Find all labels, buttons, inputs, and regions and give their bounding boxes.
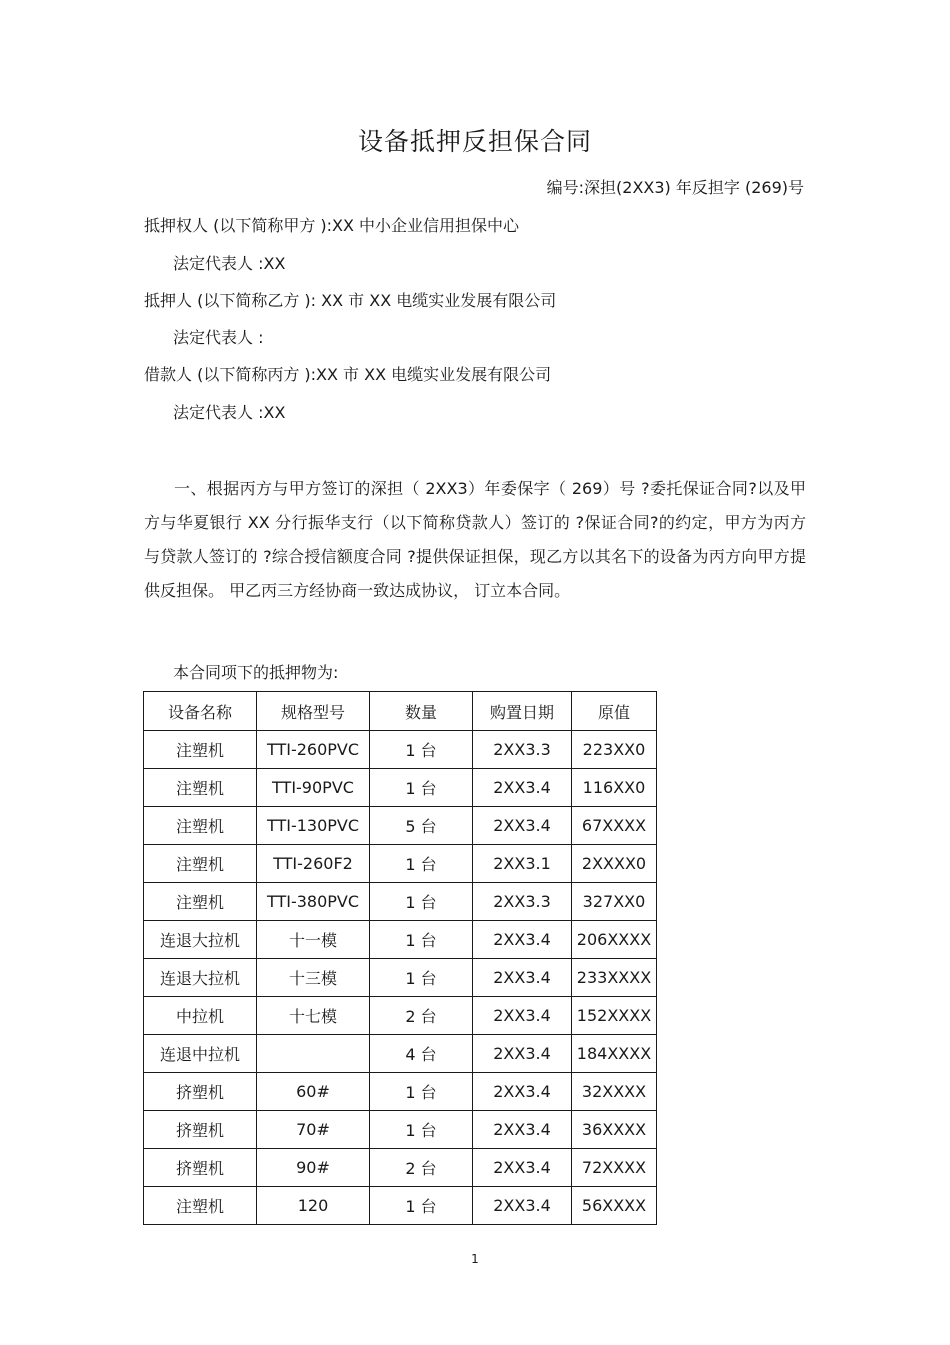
purchase-date-cell: 2XX3.4 — [473, 1111, 572, 1149]
equipment-name-cell: 连退中拉机 — [144, 1035, 257, 1073]
header-quantity: 数量 — [370, 692, 473, 731]
header-model: 规格型号 — [257, 692, 370, 731]
equipment-name-cell: 挤塑机 — [144, 1073, 257, 1111]
mortgagee-line: 抵押权人 (以下简称甲方 ):XX 中小企业信用担保中心 — [144, 216, 520, 235]
equipment-name-cell: 挤塑机 — [144, 1149, 257, 1187]
equipment-name-cell: 中拉机 — [144, 997, 257, 1035]
original-value-cell: 36XXXX — [572, 1111, 657, 1149]
quantity-cell: 1 台 — [370, 1073, 473, 1111]
model-cell: 十一模 — [257, 921, 370, 959]
equipment-name-cell: 注塑机 — [144, 731, 257, 769]
equipment-name-cell: 注塑机 — [144, 883, 257, 921]
table-row — [144, 883, 657, 921]
model-cell: TTI-130PVC — [257, 807, 370, 845]
mortgagor-representative: 法定代表人 : — [173, 328, 264, 347]
model-cell: TTI-90PVC — [257, 769, 370, 807]
table-row — [144, 731, 657, 769]
original-value-cell: 152XXXX — [572, 997, 657, 1035]
original-value-cell: 184XXXX — [572, 1035, 657, 1073]
table-row — [144, 845, 657, 883]
mortgagee-representative: 法定代表人 :XX — [173, 254, 286, 273]
table-row — [144, 769, 657, 807]
quantity-cell: 4 台 — [370, 1035, 473, 1073]
purchase-date-cell: 2XX3.1 — [473, 845, 572, 883]
original-value-cell: 32XXXX — [572, 1073, 657, 1111]
original-value-cell: 223XX0 — [572, 731, 657, 769]
document-title: 设备抵押反担保合同 — [357, 127, 592, 156]
model-cell: 70# — [257, 1111, 370, 1149]
original-value-cell: 327XX0 — [572, 883, 657, 921]
purchase-date-cell: 2XX3.4 — [473, 807, 572, 845]
quantity-cell: 1 台 — [370, 959, 473, 997]
quantity-cell: 1 台 — [370, 769, 473, 807]
model-cell: TTI-260F2 — [257, 845, 370, 883]
contract-number: 编号:深担(2XX3) 年反担字 (269)号 — [546, 178, 804, 197]
original-value-cell: 2XXXX0 — [572, 845, 657, 883]
purchase-date-cell: 2XX3.4 — [473, 921, 572, 959]
purchase-date-cell: 2XX3.4 — [473, 1187, 572, 1225]
quantity-cell: 1 台 — [370, 1111, 473, 1149]
quantity-cell: 2 台 — [370, 1149, 473, 1187]
table-row — [144, 1035, 657, 1073]
collateral-table — [143, 691, 657, 1225]
model-cell: 60# — [257, 1073, 370, 1111]
page-number: 1 — [471, 1252, 479, 1266]
purchase-date-cell: 2XX3.4 — [473, 1149, 572, 1187]
model-cell: 120 — [257, 1187, 370, 1225]
collateral-intro: 本合同项下的抵押物为: — [173, 663, 339, 682]
quantity-cell: 1 台 — [370, 883, 473, 921]
purchase-date-cell: 2XX3.3 — [473, 731, 572, 769]
mortgagor-line: 抵押人 (以下简称乙方 ): XX 市 XX 电缆实业发展有限公司 — [144, 291, 557, 310]
original-value-cell: 233XXXX — [572, 959, 657, 997]
table-row — [144, 1073, 657, 1111]
table-row — [144, 997, 657, 1035]
model-cell — [257, 1035, 370, 1073]
table-header-row — [144, 692, 657, 731]
table-row — [144, 921, 657, 959]
purchase-date-cell: 2XX3.3 — [473, 883, 572, 921]
clause-one-paragraph: 一、根据丙方与甲方签订的深担（ 2XX3）年委保字（ 269）号 ?委托保证合同?以及甲方与华夏银行 XX 分行振华支行（以下简称贷款人）签订的 ?保证合同?的约定，甲方为丙方与贷款人签订的 ?综合授信额度合同 ?提供保证担保，现乙方以其名下的设备为丙方向甲方提供反担保。 甲乙丙三方经协商一致达成协议， 订立本合同。 — [144, 479, 806, 600]
table-row — [144, 1149, 657, 1187]
quantity-cell: 1 台 — [370, 921, 473, 959]
table-row — [144, 959, 657, 997]
borrower-line: 借款人 (以下简称丙方 ):XX 市 XX 电缆实业发展有限公司 — [144, 365, 552, 384]
original-value-cell: 56XXXX — [572, 1187, 657, 1225]
model-cell: TTI-380PVC — [257, 883, 370, 921]
quantity-cell: 1 台 — [370, 1187, 473, 1225]
header-purchase-date: 购置日期 — [473, 692, 572, 731]
purchase-date-cell: 2XX3.4 — [473, 1035, 572, 1073]
model-cell: 90# — [257, 1149, 370, 1187]
header-original-value: 原值 — [572, 692, 657, 731]
model-cell: 十三模 — [257, 959, 370, 997]
purchase-date-cell: 2XX3.4 — [473, 769, 572, 807]
header-equipment-name: 设备名称 — [144, 692, 257, 731]
borrower-representative: 法定代表人 :XX — [173, 403, 286, 422]
equipment-name-cell: 注塑机 — [144, 845, 257, 883]
equipment-name-cell: 注塑机 — [144, 1187, 257, 1225]
table-row — [144, 1187, 657, 1225]
purchase-date-cell: 2XX3.4 — [473, 1073, 572, 1111]
table-body — [144, 731, 657, 1225]
quantity-cell: 5 台 — [370, 807, 473, 845]
model-cell: TTI-260PVC — [257, 731, 370, 769]
original-value-cell: 206XXXX — [572, 921, 657, 959]
original-value-cell: 67XXXX — [572, 807, 657, 845]
purchase-date-cell: 2XX3.4 — [473, 997, 572, 1035]
table-row — [144, 1111, 657, 1149]
original-value-cell: 116XX0 — [572, 769, 657, 807]
equipment-name-cell: 挤塑机 — [144, 1111, 257, 1149]
equipment-name-cell: 连退大拉机 — [144, 959, 257, 997]
equipment-name-cell: 注塑机 — [144, 807, 257, 845]
purchase-date-cell: 2XX3.4 — [473, 959, 572, 997]
original-value-cell: 72XXXX — [572, 1149, 657, 1187]
equipment-name-cell: 连退大拉机 — [144, 921, 257, 959]
quantity-cell: 2 台 — [370, 997, 473, 1035]
table-row — [144, 807, 657, 845]
model-cell: 十七模 — [257, 997, 370, 1035]
quantity-cell: 1 台 — [370, 731, 473, 769]
quantity-cell: 1 台 — [370, 845, 473, 883]
equipment-name-cell: 注塑机 — [144, 769, 257, 807]
